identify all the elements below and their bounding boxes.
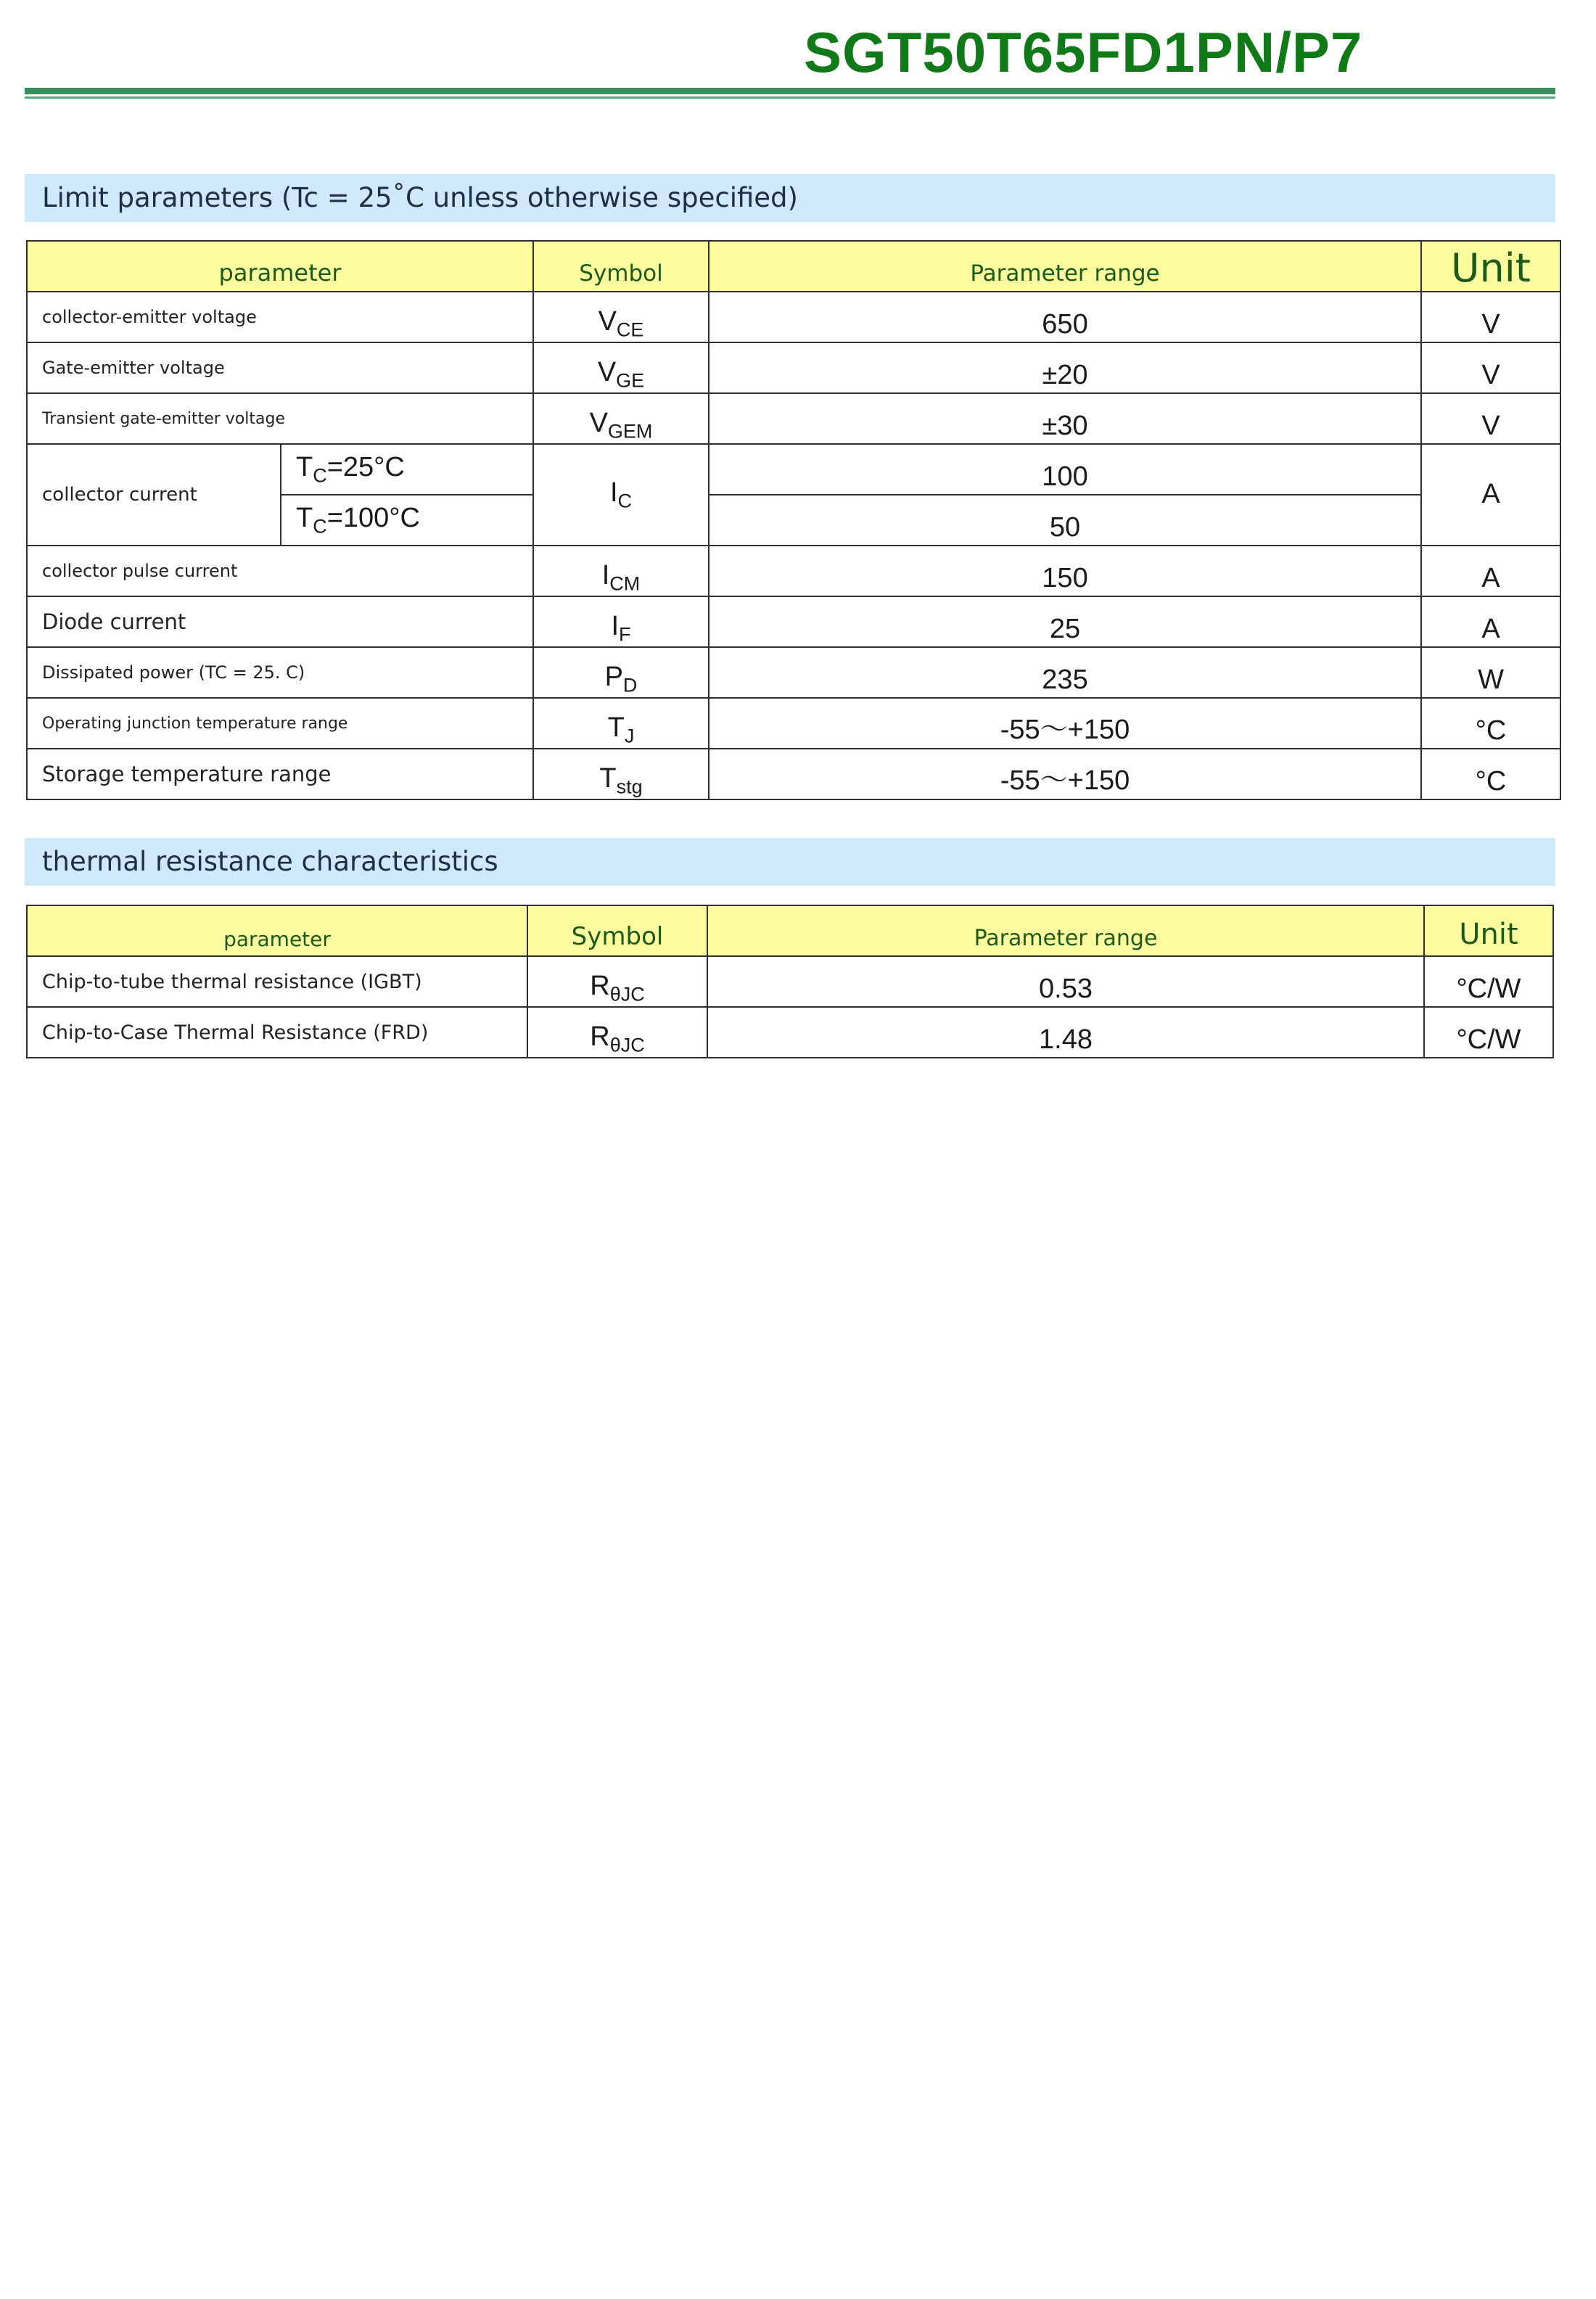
- thermal-table: [26, 905, 1554, 1058]
- param-name: Chip-to-tube thermal resistance (IGBT): [27, 956, 527, 1007]
- param-symbol: $T_J$: [533, 698, 709, 749]
- param-symbol: $T_{stg}$: [533, 749, 709, 799]
- param-value: 25: [709, 596, 1421, 647]
- param-unit: V: [1421, 393, 1560, 444]
- param-name: Storage temperature range: [27, 749, 533, 799]
- param-unit: °C/W: [1424, 1007, 1553, 1058]
- param-unit: V: [1421, 292, 1560, 342]
- document-title: SGT50T65FD1PN/P7: [804, 20, 1363, 84]
- param-value: 0.53: [707, 956, 1424, 1007]
- table-row: [27, 698, 1560, 749]
- param-name: collector current: [27, 444, 281, 546]
- header-rule: [25, 88, 1555, 94]
- param-value: ±20: [709, 342, 1421, 393]
- param-value: 650: [709, 292, 1421, 342]
- param-unit: °C: [1421, 698, 1560, 749]
- param-value: 150: [709, 546, 1421, 596]
- param-symbol: $V_{GEM}$: [533, 393, 709, 444]
- header-parameter: parameter: [27, 241, 533, 292]
- param-name: Gate-emitter voltage: [27, 342, 533, 393]
- param-unit: V: [1421, 342, 1560, 393]
- table-row: [27, 393, 1560, 444]
- header-unit: Unit: [1424, 905, 1553, 956]
- limits-header-row: [27, 241, 1560, 292]
- param-symbol: $I_{CM}$: [533, 546, 709, 596]
- param-unit: °C: [1421, 749, 1560, 799]
- table-row: [27, 444, 1560, 495]
- param-symbol: $V_{CE}$: [533, 292, 709, 342]
- param-value: 1.48: [707, 1007, 1424, 1058]
- param-name: Operating junction temperature range: [27, 698, 533, 749]
- header-unit: Unit: [1421, 241, 1560, 292]
- param-name: Dissipated power (TC = 25. C): [27, 647, 533, 698]
- header-range: Parameter range: [707, 905, 1424, 956]
- param-value: 100: [709, 444, 1421, 495]
- param-condition: $T_C=25^\circ C$: [281, 444, 533, 495]
- param-symbol: $I_F$: [533, 596, 709, 647]
- table-row: [27, 342, 1560, 393]
- table-row: [27, 596, 1560, 647]
- param-name: Diode current: [27, 596, 533, 647]
- table-row: [27, 546, 1560, 596]
- thermal-header-row: [27, 905, 1553, 956]
- param-value: -55～+150: [709, 698, 1421, 749]
- param-symbol: $P_D$: [533, 647, 709, 698]
- param-symbol: $I_C$: [533, 444, 709, 546]
- table-row: [27, 292, 1560, 342]
- param-symbol: $R_{\theta JC}$: [527, 956, 707, 1007]
- header-symbol: Symbol: [533, 241, 709, 292]
- param-condition: $T_C=100^\circ C$: [281, 495, 533, 546]
- limits-heading: Limit parameters (Tc = 25˚C unless otherwise specified): [25, 174, 1555, 222]
- param-unit: W: [1421, 647, 1560, 698]
- param-name: Chip-to-Case Thermal Resistance (FRD): [27, 1007, 527, 1058]
- param-name: collector-emitter voltage: [27, 292, 533, 342]
- param-unit: A: [1421, 596, 1560, 647]
- param-name: collector pulse current: [27, 546, 533, 596]
- param-unit: A: [1421, 546, 1560, 596]
- thermal-heading: thermal resistance characteristics: [25, 838, 1555, 886]
- param-symbol: $V_{GE}$: [533, 342, 709, 393]
- table-row: [27, 956, 1553, 1007]
- param-value: -55～+150: [709, 749, 1421, 799]
- header-rule-thin: [25, 96, 1555, 99]
- param-name: Transient gate-emitter voltage: [27, 393, 533, 444]
- header-parameter: parameter: [27, 905, 527, 956]
- param-unit: °C/W: [1424, 956, 1553, 1007]
- param-symbol: $R_{\theta JC}$: [527, 1007, 707, 1058]
- table-row: [27, 647, 1560, 698]
- table-row: [27, 749, 1560, 799]
- header-range: Parameter range: [709, 241, 1421, 292]
- param-value: 235: [709, 647, 1421, 698]
- limits-table: [26, 240, 1561, 800]
- param-unit: A: [1421, 444, 1560, 546]
- header-symbol: Symbol: [527, 905, 707, 956]
- param-value: ±30: [709, 393, 1421, 444]
- param-value: 50: [709, 495, 1421, 546]
- table-row: [27, 1007, 1553, 1058]
